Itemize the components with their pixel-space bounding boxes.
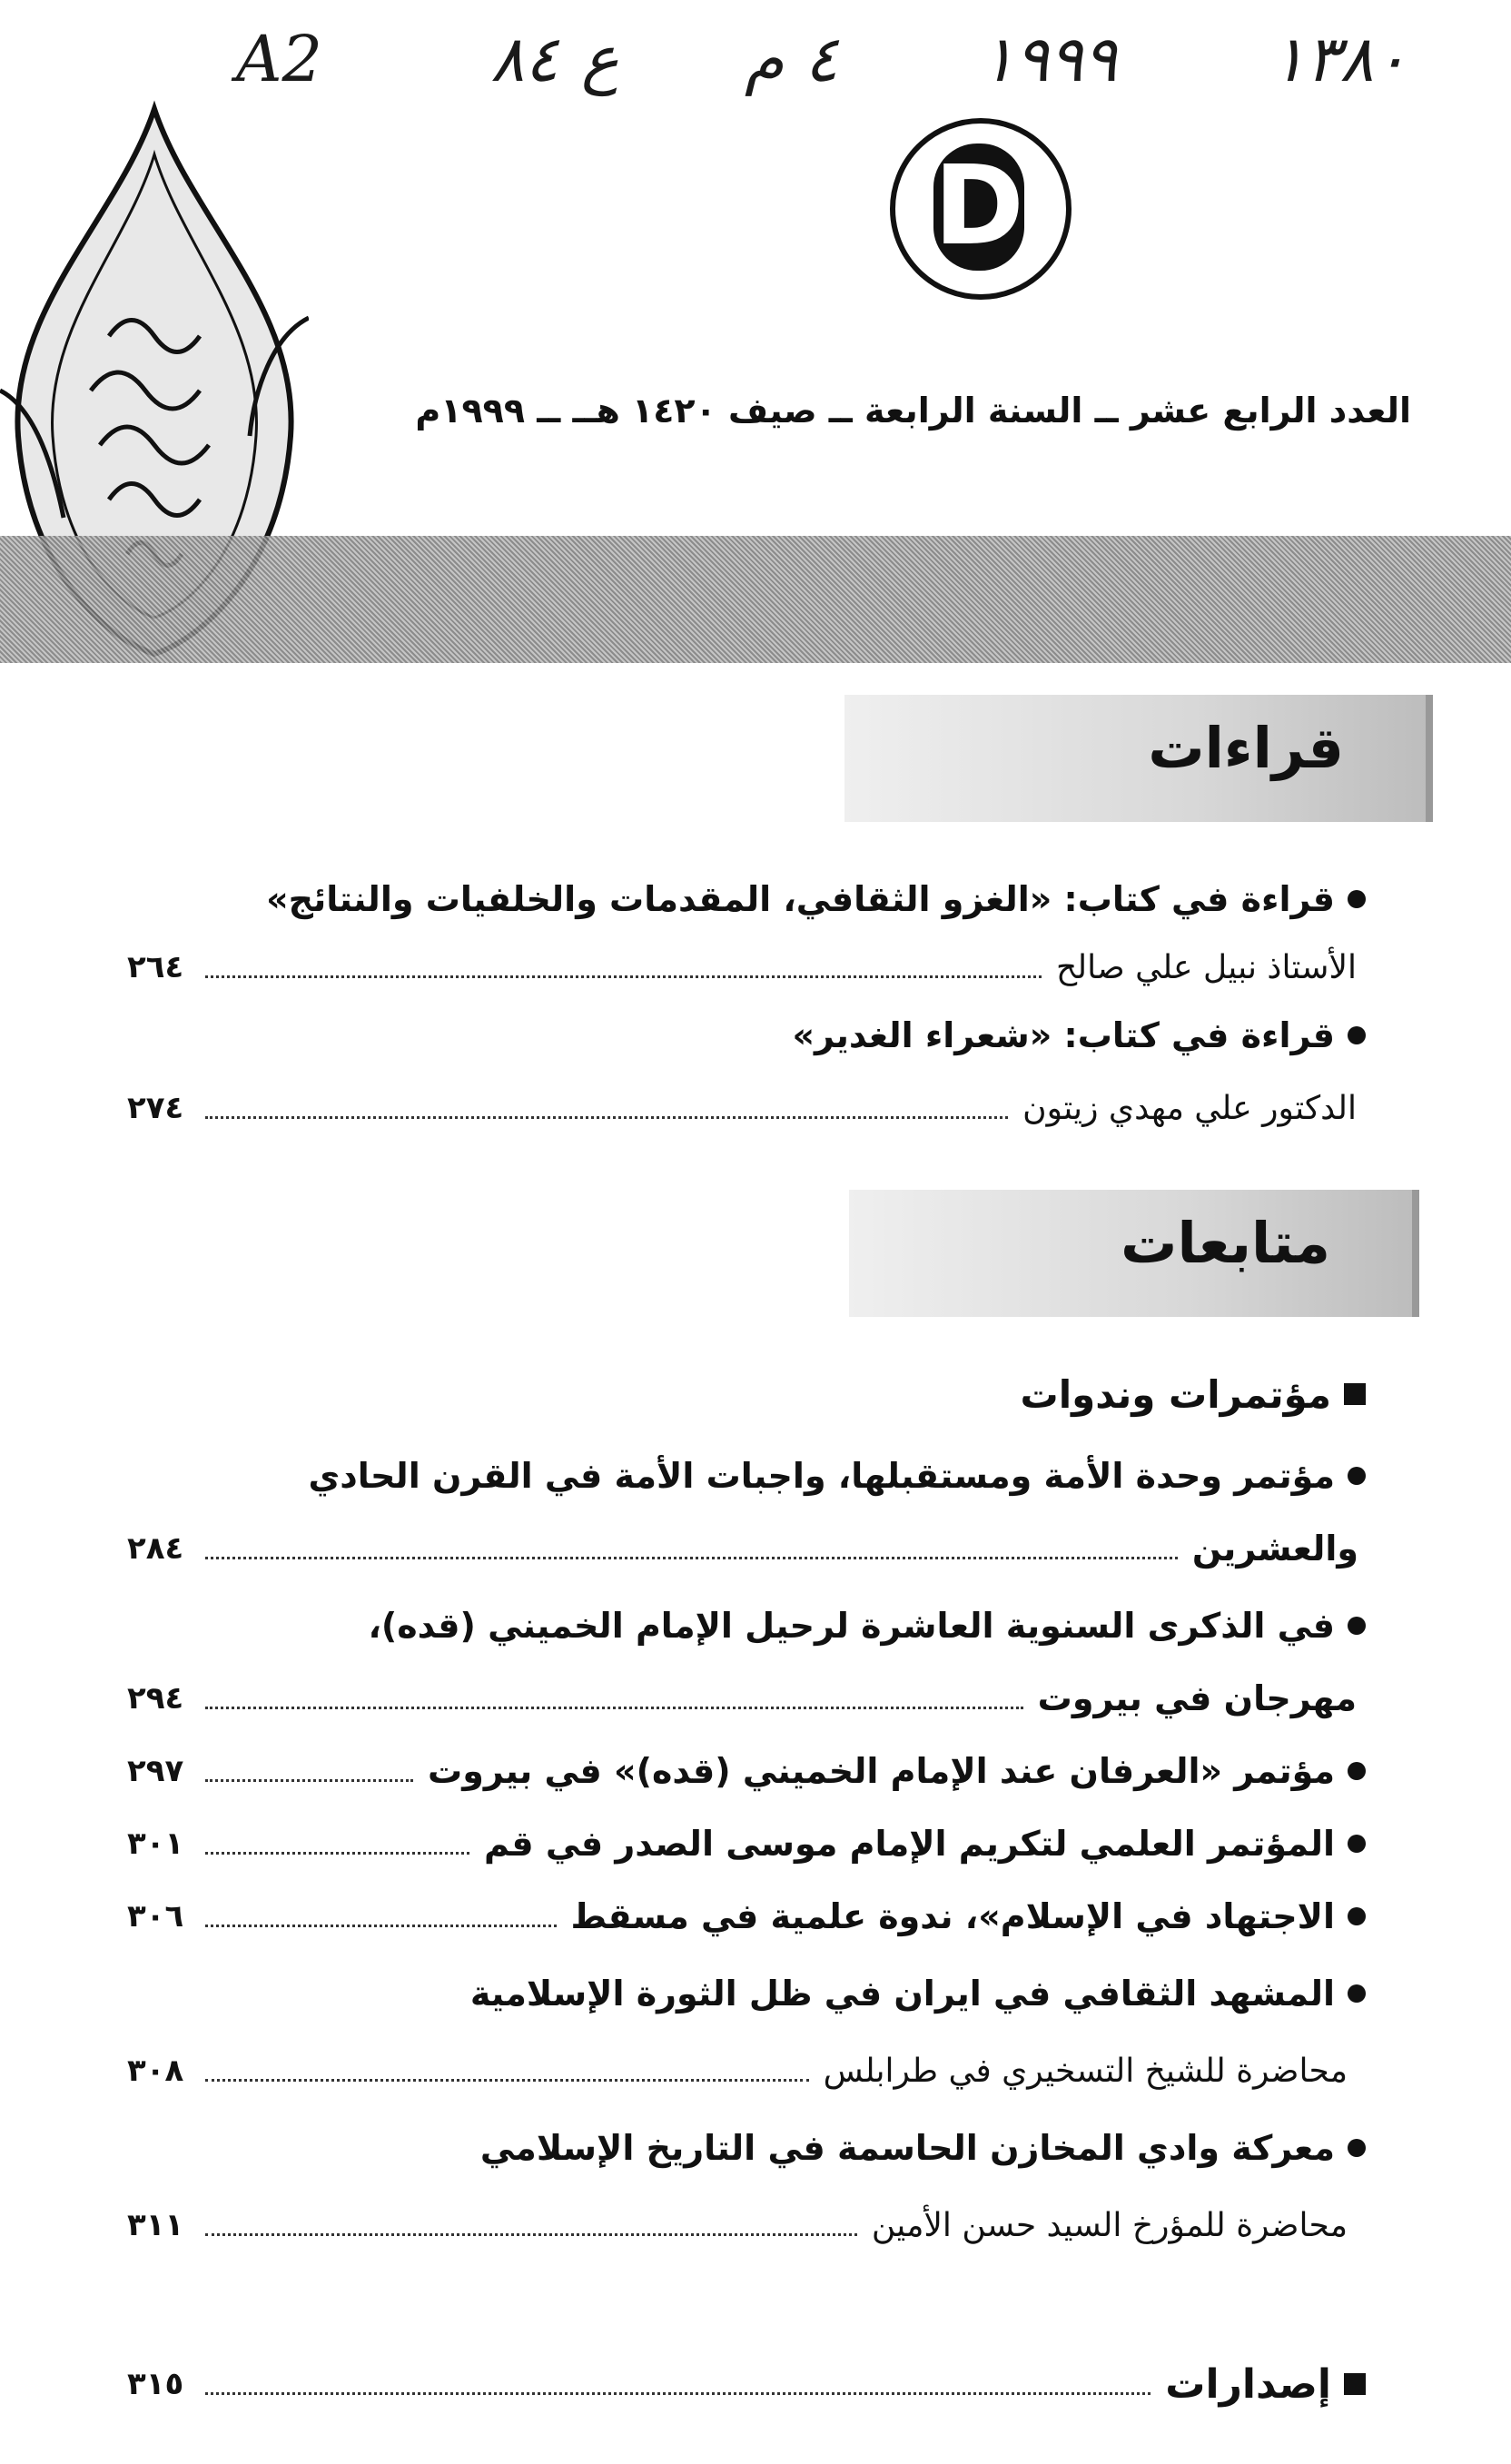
toc-entry-followups-7-line2 — [127, 2193, 1366, 2257]
handwritten-year-gregorian: ١٩٩٩ — [981, 22, 1118, 96]
entry-lecture: محاضرة للمؤرخ السيد حسن الأمين — [871, 2206, 1348, 2244]
leader-dots — [205, 1925, 557, 1927]
page-number: ٢٧٤ — [127, 1090, 184, 1126]
toc-entry-followups-1-line1 — [127, 1444, 1366, 1508]
toc-entry-followups-6-line1 — [127, 1962, 1366, 2025]
leader-dots — [205, 2233, 857, 2236]
toc-entry-readings-2-title — [127, 1004, 1366, 1067]
entry-author: الأستاذ نبيل علي صالح — [1055, 948, 1357, 986]
toc-entry-readings-2-author — [127, 1076, 1366, 1140]
page-number: ٣٠٦ — [127, 1898, 184, 1935]
toc-entry-readings-1-title — [127, 867, 1366, 931]
section-title-followups: متابعات — [1121, 1210, 1330, 1276]
bullet-icon — [1348, 1984, 1366, 2003]
toc-entry-followups-3 — [127, 1739, 1366, 1803]
leader-dots — [205, 2079, 809, 2082]
section-header-followups — [849, 1190, 1419, 1317]
toc-entry-publications — [127, 2352, 1366, 2416]
page-number: ٣١١ — [127, 2207, 184, 2243]
entry-title: المؤتمر العلمي لتكريم الإمام موسى الصدر في قم — [483, 1824, 1335, 1864]
bullet-icon — [1348, 1762, 1366, 1780]
entry-title: مؤتمر وحدة الأمة ومستقبلها، واجبات الأمة في القرن الحادي — [308, 1456, 1335, 1496]
section-header-readings — [844, 695, 1433, 822]
leader-dots — [205, 1116, 1008, 1119]
entry-title: الاجتهاد في الإسلام»، ندوة علمية في مسقط — [570, 1896, 1335, 1936]
bullet-icon — [1348, 1467, 1366, 1485]
entry-title-cont: مهرجان في بيروت — [1037, 1678, 1357, 1718]
entry-title: المشهد الثقافي في ايران في ظل الثورة الإسلامية — [469, 1974, 1335, 2014]
toc-entry-followups-1-line2 — [127, 1517, 1366, 1580]
toc-entry-readings-1-author — [127, 935, 1366, 999]
leader-dots — [205, 2392, 1151, 2395]
toc-entry-followups-2-line1 — [127, 1594, 1366, 1658]
square-bullet-icon — [1344, 2373, 1366, 2395]
leader-dots — [205, 1557, 1178, 1559]
subsection-title: مؤتمرات وندوات — [1020, 1371, 1331, 1417]
halftone-band — [0, 536, 1511, 663]
page-number: ٢٩٤ — [127, 1680, 184, 1717]
toc-entry-followups-6-line2 — [127, 2039, 1366, 2103]
entry-title-cont: والعشرين — [1191, 1529, 1358, 1568]
page-number: ٢٩٧ — [127, 1753, 184, 1789]
page-number: ٣٠١ — [127, 1826, 184, 1862]
issue-info-line: العدد الرابع عشر ــ السنة الرابعة ــ صيف ١٤٢٠ هــ ــ ١٩٩٩م — [415, 391, 1411, 430]
bullet-icon — [1348, 1907, 1366, 1925]
handwritten-code-a2: A2 — [236, 22, 323, 96]
bullet-icon — [1348, 1835, 1366, 1853]
entry-title: معركة وادي المخازن الحاسمة في التاريخ الإسلامي — [479, 2128, 1335, 2168]
subsection-conferences — [127, 1362, 1366, 1426]
entry-title: مؤتمر «العرفان عند الإمام الخميني (قده)» في بيروت — [428, 1751, 1335, 1791]
handwritten-year-hijri: ١٣٨٠ — [1271, 22, 1408, 96]
library-stamp — [890, 118, 1072, 300]
section-title-readings: قراءات — [1148, 715, 1344, 781]
handwritten-code-84: ٨٤ — [490, 22, 559, 96]
page-number: ٣١٥ — [127, 2366, 184, 2402]
leader-dots — [205, 1779, 413, 1782]
toc-entry-followups-4 — [127, 1812, 1366, 1875]
page-number: ٢٨٤ — [127, 1530, 184, 1567]
bullet-icon — [1348, 2139, 1366, 2157]
leader-dots — [205, 975, 1042, 978]
leader-dots — [205, 1852, 469, 1855]
bullet-icon — [1348, 1026, 1366, 1044]
bullet-icon — [1348, 890, 1366, 908]
handwritten-letter-ain: ع — [581, 22, 619, 96]
page-number: ٣٠٨ — [127, 2053, 184, 2089]
toc-entry-followups-5 — [127, 1885, 1366, 1948]
leader-dots — [205, 1707, 1023, 1709]
toc-entry-followups-2-line2 — [127, 1667, 1366, 1730]
page-number: ٢٦٤ — [127, 949, 184, 985]
bullet-icon — [1348, 1617, 1366, 1635]
entry-title: في الذكرى السنوية العاشرة لرحيل الإمام الخميني (قده)، — [368, 1606, 1335, 1646]
publications-title: إصدارات — [1165, 2360, 1331, 2408]
entry-author: الدكتور علي مهدي زيتون — [1022, 1089, 1357, 1127]
entry-lecture: محاضرة للشيخ التسخيري في طرابلس — [823, 2052, 1348, 2090]
toc-entry-followups-7-line1 — [127, 2116, 1366, 2180]
stamp-letter: D — [933, 143, 1024, 270]
entry-title: قراءة في كتاب: «شعراء الغدير» — [792, 1015, 1335, 1055]
handwritten-code-4m: ٤ م — [745, 22, 839, 96]
square-bullet-icon — [1344, 1383, 1366, 1405]
entry-title: قراءة في كتاب: «الغزو الثقافي، المقدمات والخلفيات والنتائج» — [266, 879, 1335, 919]
